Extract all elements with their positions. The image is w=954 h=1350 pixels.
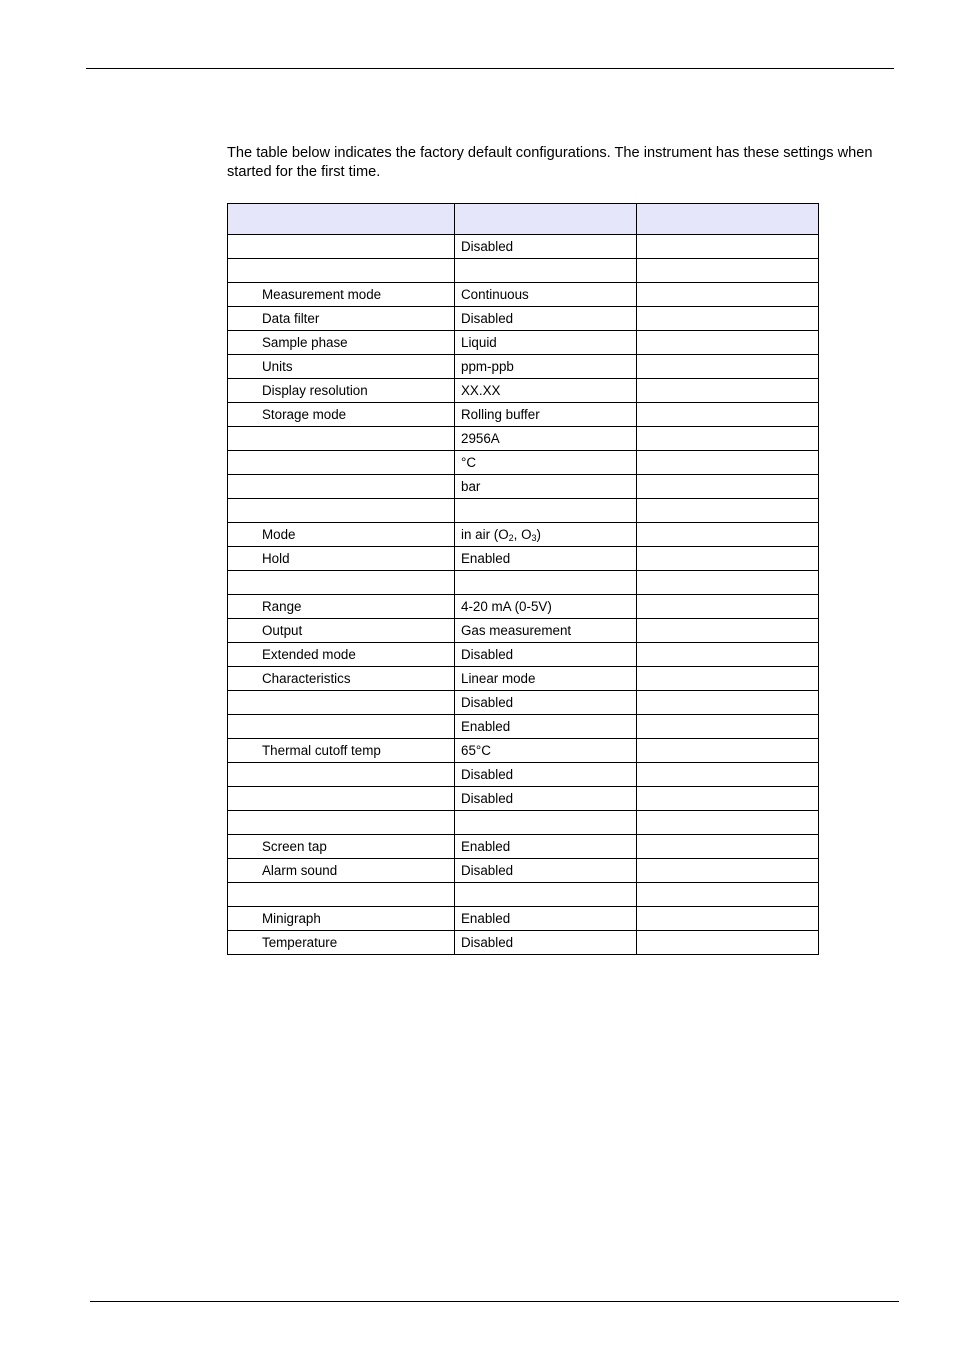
default-value-cell: Enabled (455, 715, 637, 739)
table-row (228, 739, 819, 763)
setting-cell (637, 739, 819, 763)
parameter-cell: Output (228, 619, 455, 643)
default-value-cell (455, 499, 637, 523)
parameter-cell: Mode (228, 523, 455, 547)
header-cell-setting (637, 204, 819, 235)
parameter-cell (228, 883, 455, 907)
table-row (228, 907, 819, 931)
parameter-cell (228, 571, 455, 595)
default-value-cell: Disabled (455, 235, 637, 259)
default-value-cell (455, 571, 637, 595)
table-row (228, 475, 819, 499)
table-row (228, 379, 819, 403)
parameter-cell: Hold (228, 547, 455, 571)
default-value-cell (455, 259, 637, 283)
table-row (228, 667, 819, 691)
parameter-cell: Alarm sound (228, 859, 455, 883)
default-value-cell (455, 883, 637, 907)
header-cell-parameter (228, 204, 455, 235)
table-row (228, 427, 819, 451)
header-rule (86, 68, 894, 69)
setting-cell (637, 859, 819, 883)
parameter-cell (228, 811, 455, 835)
parameter-cell (228, 499, 455, 523)
default-value-cell: 2956A (455, 427, 637, 451)
parameter-cell: Units (228, 355, 455, 379)
table-row (228, 547, 819, 571)
parameter-cell (228, 427, 455, 451)
table-row (228, 355, 819, 379)
setting-cell (637, 307, 819, 331)
table-row (228, 715, 819, 739)
parameter-cell: Sample phase (228, 331, 455, 355)
factory-defaults-table (227, 203, 819, 955)
setting-cell (637, 715, 819, 739)
setting-cell (637, 355, 819, 379)
default-value-cell: bar (455, 475, 637, 499)
table-row (228, 523, 819, 547)
default-value-cell: 65°C (455, 739, 637, 763)
setting-cell (637, 331, 819, 355)
table-row (228, 331, 819, 355)
default-value-cell: Disabled (455, 691, 637, 715)
setting-cell (637, 811, 819, 835)
setting-cell (637, 691, 819, 715)
table-row (228, 571, 819, 595)
table-row (228, 235, 819, 259)
table-row (228, 259, 819, 283)
setting-cell (637, 883, 819, 907)
default-value-cell: 4-20 mA (0-5V) (455, 595, 637, 619)
setting-cell (637, 451, 819, 475)
table-row (228, 643, 819, 667)
setting-cell (637, 619, 819, 643)
parameter-cell: Temperature (228, 931, 455, 955)
parameter-cell: Minigraph (228, 907, 455, 931)
default-value-cell: Disabled (455, 859, 637, 883)
default-value-cell: ppm-ppb (455, 355, 637, 379)
parameter-cell: Characteristics (228, 667, 455, 691)
table-row (228, 307, 819, 331)
setting-cell (637, 667, 819, 691)
default-value-cell: °C (455, 451, 637, 475)
default-value-cell: XX.XX (455, 379, 637, 403)
table-row (228, 811, 819, 835)
setting-cell (637, 235, 819, 259)
setting-cell (637, 595, 819, 619)
header-cell-default (455, 204, 637, 235)
table-row (228, 595, 819, 619)
default-value-cell: Enabled (455, 547, 637, 571)
setting-cell (637, 283, 819, 307)
default-value-cell: Disabled (455, 763, 637, 787)
default-value-cell: Continuous (455, 283, 637, 307)
default-value-cell: Enabled (455, 835, 637, 859)
table-row (228, 619, 819, 643)
table-header-row (228, 204, 819, 235)
table-row (228, 931, 819, 955)
default-value-cell: in air ($O_2$, $O_3$) (455, 523, 637, 547)
table-row (228, 763, 819, 787)
table-row (228, 859, 819, 883)
default-value-cell: Disabled (455, 307, 637, 331)
default-value-cell: Linear mode (455, 667, 637, 691)
setting-cell (637, 403, 819, 427)
default-value-cell: Liquid (455, 331, 637, 355)
setting-cell (637, 787, 819, 811)
table-row (228, 499, 819, 523)
parameter-cell (228, 475, 455, 499)
intro-paragraph: The table below indicates the factory default configurations. The instrument has these settings when started for the first time. (227, 145, 873, 180)
setting-cell (637, 763, 819, 787)
setting-cell (637, 547, 819, 571)
default-value-cell (455, 811, 637, 835)
setting-cell (637, 259, 819, 283)
table-row (228, 403, 819, 427)
default-value-cell: Disabled (455, 643, 637, 667)
parameter-cell (228, 691, 455, 715)
parameter-cell (228, 235, 455, 259)
setting-cell (637, 379, 819, 403)
footer-rule (90, 1301, 899, 1302)
parameter-cell: Measurement mode (228, 283, 455, 307)
parameter-cell: Data filter (228, 307, 455, 331)
parameter-cell: Range (228, 595, 455, 619)
setting-cell (637, 571, 819, 595)
table-row (228, 451, 819, 475)
table-row (228, 691, 819, 715)
setting-cell (637, 475, 819, 499)
parameter-cell: Thermal cutoff temp (228, 739, 455, 763)
table-row (228, 787, 819, 811)
default-value-cell: Gas measurement (455, 619, 637, 643)
parameter-cell (228, 787, 455, 811)
default-value-cell: Disabled (455, 931, 637, 955)
table-row (228, 283, 819, 307)
table-row (228, 883, 819, 907)
setting-cell (637, 835, 819, 859)
parameter-cell: Extended mode (228, 643, 455, 667)
default-value-cell: Disabled (455, 787, 637, 811)
default-value-cell: Rolling buffer (455, 403, 637, 427)
parameter-cell: Storage mode (228, 403, 455, 427)
setting-cell (637, 907, 819, 931)
parameter-cell (228, 763, 455, 787)
parameter-cell (228, 259, 455, 283)
default-value-cell: Enabled (455, 907, 637, 931)
setting-cell (637, 427, 819, 451)
setting-cell (637, 931, 819, 955)
parameter-cell (228, 715, 455, 739)
parameter-cell: Display resolution (228, 379, 455, 403)
table-row (228, 835, 819, 859)
setting-cell (637, 643, 819, 667)
parameter-cell (228, 451, 455, 475)
parameter-cell: Screen tap (228, 835, 455, 859)
setting-cell (637, 499, 819, 523)
setting-cell (637, 523, 819, 547)
